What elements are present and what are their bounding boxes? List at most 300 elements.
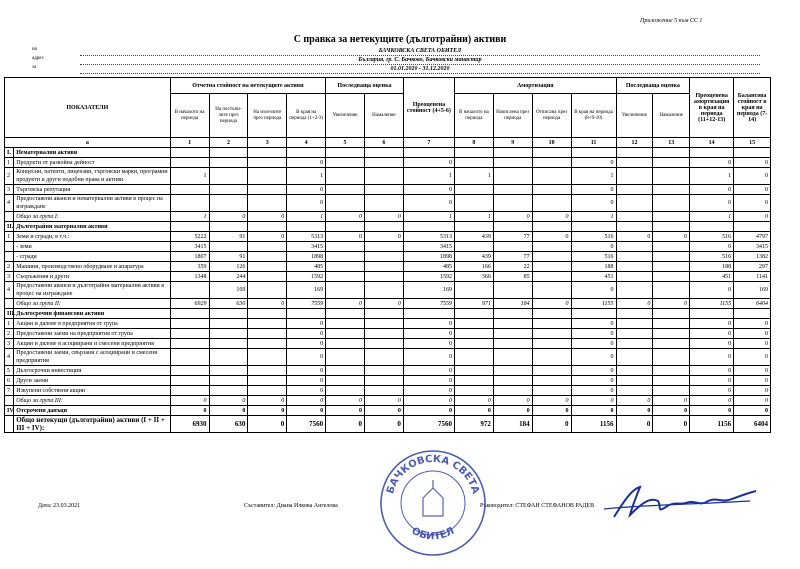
cell-value: 0 (532, 396, 571, 406)
row-number: III. (5, 309, 14, 319)
cell-value (616, 185, 653, 195)
cell-value: 0 (326, 406, 365, 416)
cell-value (690, 222, 734, 232)
cell-value (248, 349, 287, 366)
cell-value (248, 252, 287, 262)
cell-value: 0 (403, 158, 454, 168)
column-number: 14 (690, 138, 734, 148)
cell-value (454, 366, 493, 376)
cell-value: 0 (364, 416, 403, 433)
cell-value (616, 309, 653, 319)
cell-value: 0 (571, 366, 616, 376)
row-label: Общо за група II: (14, 299, 170, 309)
cell-value (616, 319, 653, 329)
cell-value (616, 168, 653, 185)
cell-value: 0 (690, 242, 734, 252)
cell-value: 184 (493, 299, 532, 309)
cell-value (616, 386, 653, 396)
cell-value: 6929 (170, 299, 209, 309)
table-row (5, 212, 771, 222)
cell-value: 1592 (287, 272, 326, 282)
cell-value (616, 212, 653, 222)
cell-value: 0 (493, 406, 532, 416)
cell-value (493, 319, 532, 329)
row-number: 5 (5, 366, 14, 376)
cell-value (326, 349, 365, 366)
cell-value (326, 366, 365, 376)
cell-value: 0 (326, 396, 365, 406)
cell-value: 0 (326, 212, 365, 222)
row-label: Нематериални активи (14, 148, 170, 158)
cell-value (326, 252, 365, 262)
cell-value: 1348 (170, 272, 209, 282)
cell-value (493, 329, 532, 339)
cell-value: 0 (571, 396, 616, 406)
cell-value: 4797 (734, 232, 771, 242)
cell-value (454, 376, 493, 386)
cell-value (532, 272, 571, 282)
cell-value (493, 309, 532, 319)
cell-value (454, 319, 493, 329)
cell-value (364, 185, 403, 195)
cell-value (364, 309, 403, 319)
cell-value: 0 (403, 319, 454, 329)
cell-value: 1 (287, 212, 326, 222)
cell-value: 0 (571, 349, 616, 366)
cell-value (493, 339, 532, 349)
cell-value (532, 252, 571, 262)
cell-value: 0 (287, 386, 326, 396)
row-label: Предоставени аванси и дълготрайни материални активи в процес на изграждане (14, 282, 170, 299)
cell-value: 0 (690, 366, 734, 376)
header-amort-begin: В началото на периода (454, 94, 493, 138)
manager-signature (600, 483, 760, 523)
cell-value: 0 (403, 339, 454, 349)
header-col-end: В края на периода (1+2-3) (287, 94, 326, 138)
cell-value (454, 339, 493, 349)
cell-value (248, 366, 287, 376)
cell-value: 7560 (403, 416, 454, 433)
cell-value: 0 (493, 396, 532, 406)
cell-value (326, 158, 365, 168)
cell-value: 166 (454, 262, 493, 272)
table-row (5, 282, 771, 299)
column-number: а (5, 138, 171, 148)
cell-value: 0 (734, 168, 771, 185)
cell-value (532, 262, 571, 272)
cell-value: 0 (248, 406, 287, 416)
cell-value: 0 (248, 416, 287, 433)
header-amort-increase: Увеличение (616, 94, 653, 138)
cell-value (248, 185, 287, 195)
cell-value: 0 (403, 195, 454, 212)
cell-value (653, 262, 690, 272)
header-amort-end: В края на периода (8+9-10) (571, 94, 616, 138)
cell-value: 0 (287, 406, 326, 416)
cell-value: 0 (248, 396, 287, 406)
cell-value (616, 252, 653, 262)
cell-value (364, 349, 403, 366)
cell-value (403, 309, 454, 319)
column-number: 7 (403, 138, 454, 148)
cell-value: 0 (690, 396, 734, 406)
cell-value: 972 (454, 416, 493, 433)
row-number (5, 416, 14, 433)
cell-value: 6404 (734, 299, 771, 309)
cell-value: 0 (170, 406, 209, 416)
cell-value (364, 376, 403, 386)
row-number (5, 252, 14, 262)
cell-value (653, 339, 690, 349)
cell-value: 3415 (287, 242, 326, 252)
row-label: Отсрочени данъци (14, 406, 170, 416)
cell-value (616, 366, 653, 376)
column-number: 2 (209, 138, 248, 148)
cell-value (532, 309, 571, 319)
cell-value: 0 (734, 329, 771, 339)
row-number: 4 (5, 349, 14, 366)
table-row (5, 168, 771, 185)
cell-value (170, 329, 209, 339)
cell-value: 0 (326, 416, 365, 433)
header-revalued-value: Преоценена стойност (4+5-6) (403, 78, 454, 138)
row-label: Предоставени аванси и нематериални активи в процес на изграждане (14, 195, 170, 212)
cell-value (616, 376, 653, 386)
cell-value (287, 148, 326, 158)
cell-value: 0 (690, 195, 734, 212)
cell-value (248, 309, 287, 319)
column-number: 5 (326, 138, 365, 148)
cell-value: 0 (532, 406, 571, 416)
table-row (5, 396, 771, 406)
cell-value: 3415 (734, 242, 771, 252)
cell-value: 297 (734, 262, 771, 272)
cell-value: 0 (616, 232, 653, 242)
row-label: Концесии, патенти, лицензии, търговски марки, програмни продукти и други подобни права и активи (14, 168, 170, 185)
cell-value: 0 (454, 396, 493, 406)
cell-value: 485 (287, 262, 326, 272)
cell-value (209, 195, 248, 212)
cell-value (653, 195, 690, 212)
svg-text:БАЧКОВСКА СВЕТА (385, 454, 481, 496)
column-number: 1 (170, 138, 209, 148)
row-label: Дългосрочни финансови активи (14, 309, 170, 319)
cell-value: 0 (364, 299, 403, 309)
table-row (5, 366, 771, 376)
cell-value: 126 (209, 262, 248, 272)
cell-value (653, 282, 690, 299)
cell-value (493, 242, 532, 252)
cell-value (326, 185, 365, 195)
cell-value (454, 386, 493, 396)
cell-value (734, 222, 771, 232)
row-number: 1 (5, 319, 14, 329)
column-number: 13 (653, 138, 690, 148)
cell-value (248, 262, 287, 272)
cell-value: 169 (734, 282, 771, 299)
cell-value (454, 329, 493, 339)
row-label: Други заеми (14, 376, 170, 386)
cell-value: 1156 (571, 416, 616, 433)
cell-value (170, 222, 209, 232)
cell-value (326, 168, 365, 185)
row-number: 4 (5, 195, 14, 212)
table-row (5, 252, 771, 262)
cell-value: 0 (690, 406, 734, 416)
table-row (5, 232, 771, 242)
cell-value (326, 222, 365, 232)
row-label: Акции и дялове в предприятия от група (14, 319, 170, 329)
header-amort-written: Отписана през периода (532, 94, 571, 138)
column-number: 9 (493, 138, 532, 148)
cell-value: 0 (532, 232, 571, 242)
cell-value (454, 282, 493, 299)
cell-value (364, 262, 403, 272)
cell-value: 1 (170, 168, 209, 185)
row-number: 2 (5, 329, 14, 339)
cell-value: 0 (571, 158, 616, 168)
row-label: Предоставени заеми на предприятия от група (14, 329, 170, 339)
cell-value (209, 158, 248, 168)
cell-value (248, 329, 287, 339)
cell-value (248, 222, 287, 232)
cell-value (454, 185, 493, 195)
cell-value (532, 339, 571, 349)
row-number: 3 (5, 272, 14, 282)
header-col-received: На постъпи-лите през периода (209, 94, 248, 138)
row-number: 1 (5, 232, 14, 242)
cell-value (248, 158, 287, 168)
cell-value: 359 (170, 262, 209, 272)
cell-value: 0 (287, 376, 326, 386)
header-col-increase: Увеличение (326, 94, 365, 138)
row-label: Търговска репутация (14, 185, 170, 195)
header-amort-decrease: Намаление (653, 94, 690, 138)
cell-value: 0 (364, 406, 403, 416)
cell-value (493, 282, 532, 299)
column-number: 12 (616, 138, 653, 148)
assets-table (4, 77, 771, 433)
column-number: 15 (734, 138, 771, 148)
cell-value (248, 339, 287, 349)
cell-value: 7559 (403, 299, 454, 309)
cell-value (532, 386, 571, 396)
header-amort-charged: Начислена през периода (493, 94, 532, 138)
cell-value: 0 (403, 376, 454, 386)
cell-value (493, 366, 532, 376)
cell-value (454, 242, 493, 252)
cell-value (209, 185, 248, 195)
cell-value: 0 (571, 406, 616, 416)
cell-value (364, 252, 403, 262)
header-col-decrease: Намаление (364, 94, 403, 138)
cell-value (209, 349, 248, 366)
cell-value: 1 (690, 168, 734, 185)
cell-value: 630 (209, 416, 248, 433)
cell-value (364, 386, 403, 396)
cell-value (364, 329, 403, 339)
cell-value (170, 148, 209, 158)
cell-value (170, 309, 209, 319)
row-number: 6 (5, 376, 14, 386)
cell-value (287, 222, 326, 232)
cell-value (653, 212, 690, 222)
cell-value: 366 (454, 272, 493, 282)
cell-value: 0 (403, 349, 454, 366)
row-number: 3 (5, 339, 14, 349)
cell-value (616, 262, 653, 272)
cell-value (571, 222, 616, 232)
cell-value: 1 (403, 212, 454, 222)
row-number: 2 (5, 168, 14, 185)
table-row (5, 329, 771, 339)
cell-value (616, 148, 653, 158)
cell-value: 0 (653, 396, 690, 406)
cell-value (248, 148, 287, 158)
header-col-out: На излезлите през периода (248, 94, 287, 138)
cell-value (616, 349, 653, 366)
cell-value: 0 (734, 396, 771, 406)
cell-value: 0 (734, 212, 771, 222)
cell-value: 0 (690, 386, 734, 396)
cell-value: 0 (287, 195, 326, 212)
cell-value: 0 (571, 376, 616, 386)
cell-value (454, 158, 493, 168)
cell-value: 6404 (734, 416, 771, 433)
cell-value: 0 (653, 232, 690, 242)
cell-value: 169 (403, 282, 454, 299)
cell-value (532, 222, 571, 232)
cell-value (170, 185, 209, 195)
cell-value (326, 148, 365, 158)
stamp-seal (378, 448, 488, 558)
cell-value (248, 386, 287, 396)
cell-value (326, 262, 365, 272)
table-row (5, 299, 771, 309)
table-row (5, 309, 771, 319)
cell-value: 0 (734, 386, 771, 396)
cell-value (571, 309, 616, 319)
cell-value: 0 (690, 282, 734, 299)
row-number (5, 299, 14, 309)
cell-value: 971 (454, 299, 493, 309)
cell-value: 1898 (287, 252, 326, 262)
cell-value: 188 (690, 262, 734, 272)
cell-value (653, 222, 690, 232)
cell-value: 0 (734, 349, 771, 366)
cell-value: 485 (403, 262, 454, 272)
cell-value: 516 (690, 232, 734, 242)
cell-value (170, 282, 209, 299)
cell-value (653, 148, 690, 158)
cell-value (364, 366, 403, 376)
cell-value (532, 185, 571, 195)
cell-value: 0 (248, 232, 287, 242)
cell-value: 630 (209, 299, 248, 309)
row-number (5, 396, 14, 406)
row-label: Изкупени собствени акции (14, 386, 170, 396)
cell-value (364, 242, 403, 252)
cell-value: 169 (209, 282, 248, 299)
cell-value (532, 319, 571, 329)
column-number: 10 (532, 138, 571, 148)
cell-value (532, 168, 571, 185)
cell-value (209, 242, 248, 252)
cell-value: 169 (287, 282, 326, 299)
header-last-reval: Последваща оценка (326, 78, 404, 94)
cell-value (364, 339, 403, 349)
column-number: 4 (287, 138, 326, 148)
cell-value (364, 168, 403, 185)
cell-value: 0 (734, 158, 771, 168)
cell-value (653, 309, 690, 319)
cell-value: 0 (616, 396, 653, 406)
cell-value: 0 (690, 349, 734, 366)
table-row (5, 319, 771, 329)
cell-value: 0 (326, 299, 365, 309)
cell-value (616, 329, 653, 339)
stamp-text-top: БАЧКОВСКА СВЕТА (385, 453, 481, 496)
cell-value (493, 386, 532, 396)
cell-value (248, 195, 287, 212)
cell-value: 0 (571, 329, 616, 339)
cell-value (170, 366, 209, 376)
cell-value: 1156 (690, 416, 734, 433)
cell-value (326, 329, 365, 339)
cell-value (616, 282, 653, 299)
table-row (5, 158, 771, 168)
entity-address: България, гр. С. Бачково, Бачковски манастир (80, 56, 760, 65)
row-label: Земи и сгради, в т.ч.: (14, 232, 170, 242)
footer-manager: Ръководител: СТЕФАН СТЕФАНОВ РАДЕВ (480, 503, 595, 509)
cell-value: 0 (653, 416, 690, 433)
cell-value: 0 (326, 232, 365, 242)
table-row (5, 222, 771, 232)
cell-value: 0 (734, 406, 771, 416)
entity-address-label: адрес (32, 56, 44, 61)
cell-value (364, 148, 403, 158)
entity-name-label: на (32, 47, 37, 52)
cell-value: 1 (454, 212, 493, 222)
row-number: 3 (5, 185, 14, 195)
header-amortization: Амортизация (454, 78, 616, 94)
cell-value: 244 (209, 272, 248, 282)
table-row (5, 349, 771, 366)
cell-value: 0 (571, 339, 616, 349)
cell-value: 0 (364, 232, 403, 242)
table-row (5, 406, 771, 416)
period: 01.01.2020 - 31.12.2020 (80, 65, 760, 74)
table-row (5, 386, 771, 396)
row-label: Общо нетекущи (дълготрайни) активи (I + II + III + IV): (14, 416, 170, 433)
row-label: Машини, производствено оборудване и апаратура (14, 262, 170, 272)
row-number: 1 (5, 158, 14, 168)
cell-value (493, 168, 532, 185)
cell-value: 1592 (403, 272, 454, 282)
cell-value (364, 282, 403, 299)
header-col-begin: В началото на периода (170, 94, 209, 138)
appendix-label: Приложение 5 към СС 1 (640, 18, 703, 24)
cell-value (248, 376, 287, 386)
row-label: Дълготрайни материални активи (14, 222, 170, 232)
cell-value: 0 (287, 319, 326, 329)
cell-value: 1382 (734, 252, 771, 262)
cell-value: 184 (493, 416, 532, 433)
cell-value (248, 319, 287, 329)
cell-value (653, 366, 690, 376)
cell-value: 1141 (734, 272, 771, 282)
cell-value: 0 (690, 339, 734, 349)
